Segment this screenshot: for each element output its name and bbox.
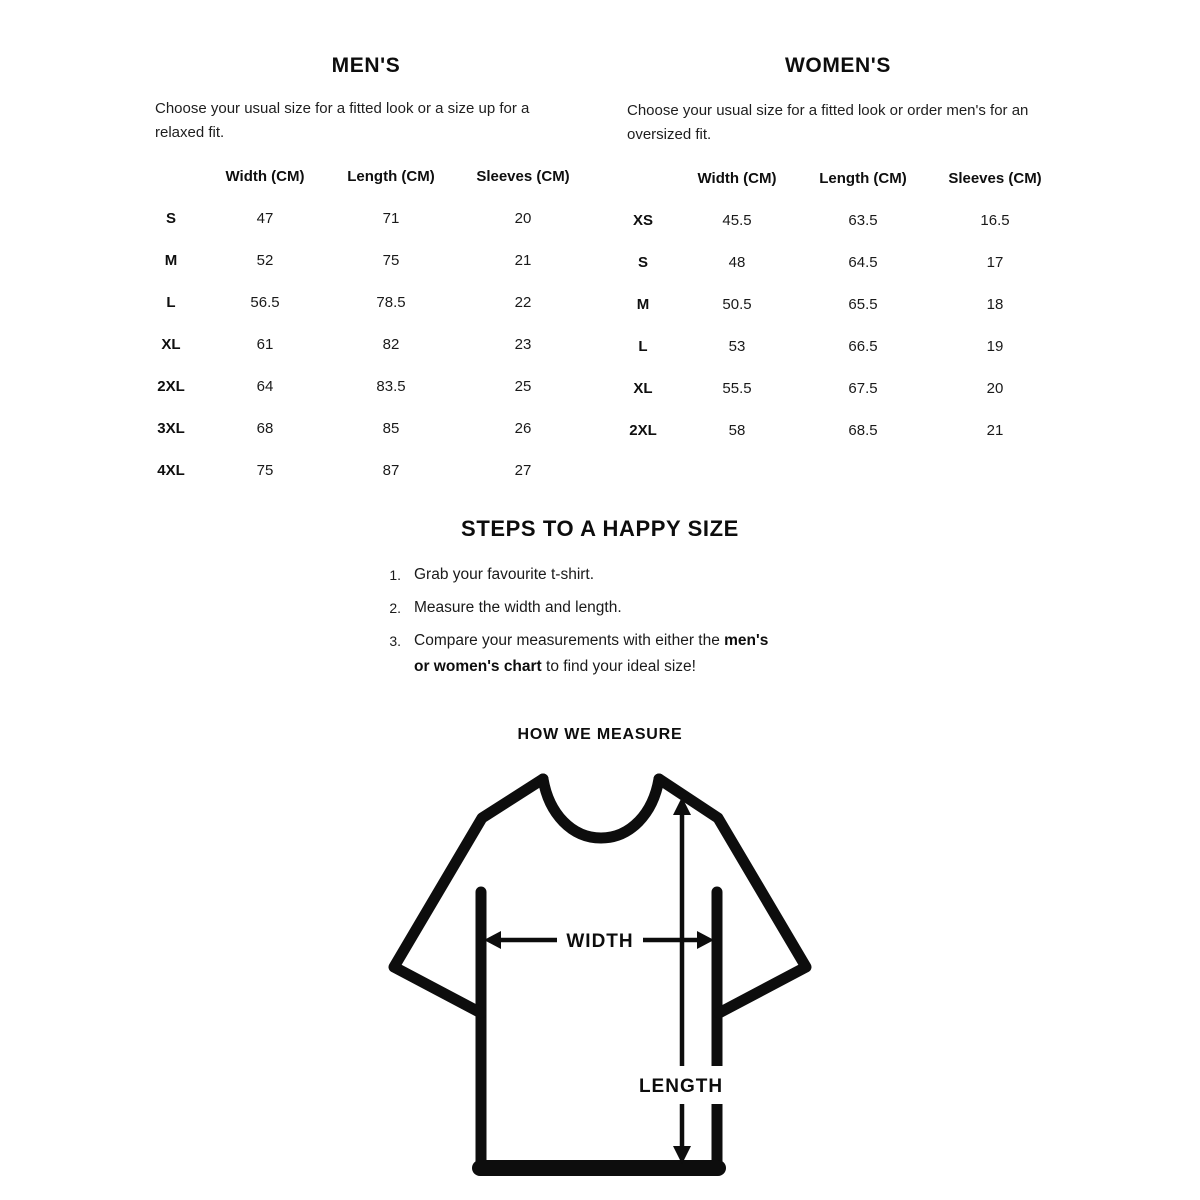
womens-header-length: Length (CM) [819,169,907,187]
size-cell: 4XL [157,461,185,479]
size-cell: L [166,293,176,311]
mens-header-length: Length (CM) [347,167,435,185]
value-cell: 19 [986,337,1004,355]
value-cell: 21 [986,421,1004,439]
value-cell: 18 [986,295,1004,313]
womens-description: Choose your usual size for a fitted look or order men's for an oversized fit. [627,102,1029,143]
list-item [381,595,788,621]
value-cell: 63.5 [848,211,878,229]
value-cell: 82 [382,335,400,353]
value-cell: 85 [382,419,400,437]
value-cell: 65.5 [848,295,878,313]
size-cell: L [638,337,648,355]
step-number: 2. [389,600,401,616]
value-cell: 58 [728,421,746,439]
womens-header-width: Width (CM) [697,169,777,187]
womens-title: WOMEN'S [784,54,892,77]
value-cell: 16.5 [980,211,1010,229]
value-cell: 52 [256,251,274,269]
value-cell: 87 [382,461,400,479]
value-cell: 21 [514,251,532,269]
mens-header-width: Width (CM) [225,167,305,185]
value-cell: 71 [382,209,400,227]
width-arrow-right-icon [697,931,714,949]
value-cell: 23 [514,335,532,353]
mens-header-sleeves: Sleeves (CM) [476,167,570,185]
womens-header-empty [608,157,678,199]
value-cell: 64 [256,377,274,395]
value-cell: 78.5 [376,293,406,311]
size-cell: 2XL [629,421,657,439]
value-cell: 75 [256,461,274,479]
size-cell: M [636,295,650,313]
step-text-bold: men's or women's chart [414,632,769,675]
value-cell: 22 [514,293,532,311]
length-label: LENGTH [638,1076,724,1097]
value-cell: 26 [514,419,532,437]
size-cell: XL [633,379,653,397]
value-cell: 67.5 [848,379,878,397]
step-text [414,595,788,621]
size-cell: S [637,253,648,271]
size-cell: S [165,209,176,227]
list-item [381,628,788,680]
step-number: 1. [389,567,401,583]
value-cell: 75 [382,251,400,269]
mens-title: MEN'S [331,54,401,77]
value-cell: 68.5 [848,421,878,439]
mens-header-empty [136,155,206,197]
value-cell: 50.5 [722,295,752,313]
value-cell: 25 [514,377,532,395]
size-cell: M [164,251,178,269]
tshirt-measure-diagram [380,765,820,1200]
value-cell: 61 [256,335,274,353]
width-label: WIDTH [566,931,634,952]
value-cell: 66.5 [848,337,878,355]
value-cell: 20 [986,379,1004,397]
size-cell: 2XL [157,377,185,395]
value-cell: 55.5 [722,379,752,397]
value-cell: 64.5 [848,253,878,271]
step-text-plain: Compare your measurements with either the [414,632,725,649]
womens-header-sleeves: Sleeves (CM) [948,169,1042,187]
mens-description: Choose your usual size for a fitted look or a size up for a relaxed fit. [155,100,530,141]
value-cell: 68 [256,419,274,437]
step-number: 3. [389,633,401,649]
measure-title: HOW WE MEASURE [517,726,683,743]
value-cell: 53 [728,337,746,355]
value-cell: 83.5 [376,377,406,395]
step-text-plain: Grab your favourite t-shirt. [414,566,595,583]
value-cell: 47 [256,209,274,227]
value-cell: 17 [986,253,1004,271]
tshirt-collar [543,779,659,838]
size-cell: XS [632,211,653,229]
step-text [414,562,788,588]
step-text [414,628,788,680]
womens-size-table [608,157,1060,451]
tshirt-left-sleeve [394,779,543,1013]
value-cell: 56.5 [250,293,280,311]
list-item [381,562,788,588]
value-cell: 20 [514,209,532,227]
value-cell: 48 [728,253,746,271]
value-cell: 27 [514,461,532,479]
value-cell: 45.5 [722,211,752,229]
steps-title: STEPS TO A HAPPY SIZE [461,516,739,541]
mens-size-table [136,155,588,491]
steps-list [381,562,788,687]
size-cell: 3XL [157,419,185,437]
step-text-plain: to find your ideal size! [541,658,696,675]
width-arrow-left-icon [484,931,501,949]
step-text-plain: Measure the width and length. [414,599,622,616]
size-cell: XL [161,335,181,353]
